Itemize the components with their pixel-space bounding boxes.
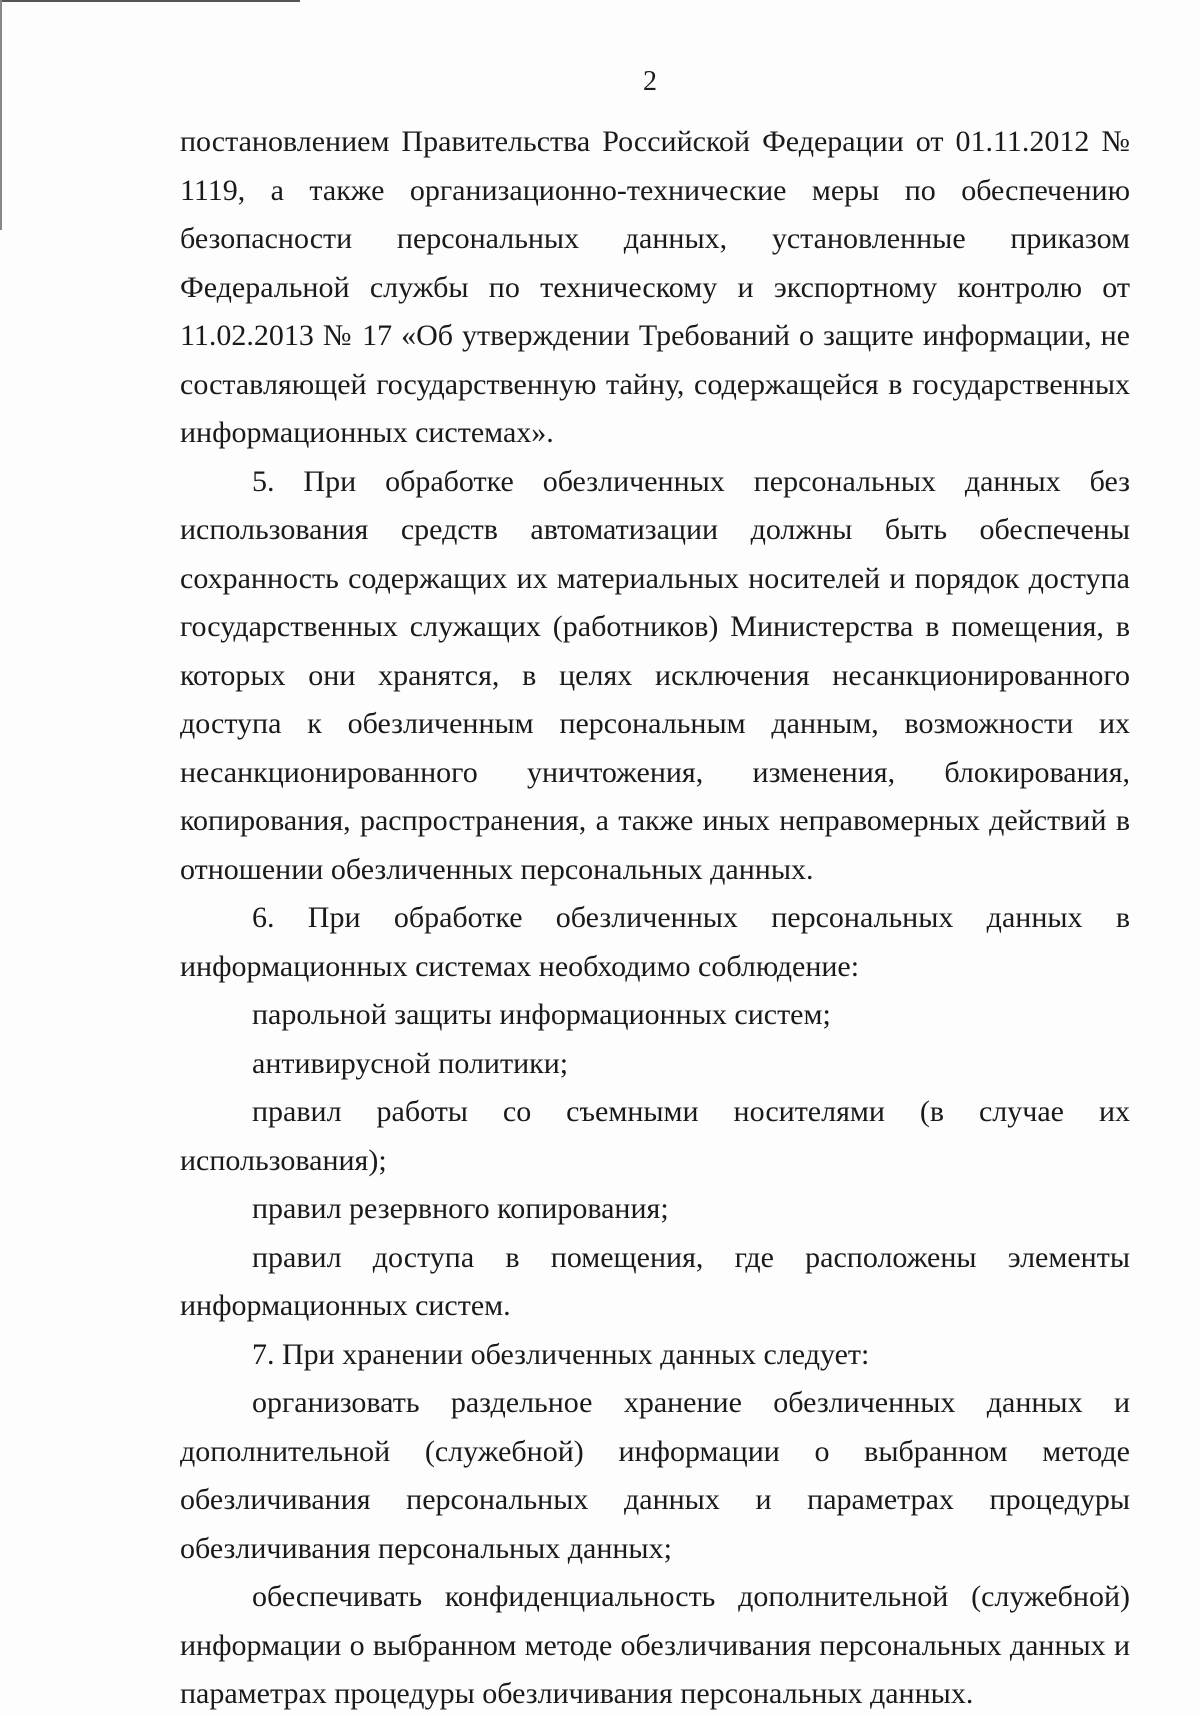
- document-body: [180, 118, 1130, 1719]
- list-item-backup: правил резервного копирования;: [252, 1192, 669, 1225]
- list-item-password-protection: парольной защиты информационных систем;: [252, 998, 831, 1031]
- list-item-removable-media: правил работы со съемными носителями (в случае их использования);: [180, 1095, 1130, 1177]
- paragraph-item-6: 6. При обработке обезличенных персональных данных в информационных системах необходимо соблюдение:: [180, 901, 1130, 983]
- list-item-antivirus-policy: антивирусной политики;: [252, 1046, 569, 1080]
- scan-edge-left: [0, 0, 2, 230]
- paragraph-continuation: постановлением Правительства Российской Федерации от 01.11.2012 № 1119, а также организационно-технические меры по обеспечению безопасности персональных данных, установленные приказом Федеральной службы по техническому и экспортному контролю от 11.02.2013 № 17 «Об утверждении Требований о защите информации, не составляющей государственную тайну, содержащейся в государственных информационных системах».: [180, 125, 1130, 449]
- paragraph-item-7: 7. При хранении обезличенных данных следует:: [252, 1337, 870, 1371]
- list-item-separate-storage: организовать раздельное хранение обезличенных данных и дополнительной (служебной) информации о выбранном методе обезличивания персональных данных и параметрах процедуры обезличивания персональных данных;: [180, 1386, 1130, 1565]
- paragraph-item-5: 5. При обработке обезличенных персональных данных без использования средств автоматизации должны быть обеспечены сохранность содержащих их материальных носителей и порядок доступа государственных служащих (работников) Министерства в помещения, в которых они хранятся, в целях исключения несанкционированного доступа к обезличенным персональным данным, возможности их несанкционированного уничтожения, изменения, блокирования, копирования, распространения, а также иных неправомерных действий в отношении обезличенных персональных данных.: [180, 464, 1130, 886]
- list-item-room-access: правил доступа в помещения, где расположены элементы информационных систем.: [180, 1240, 1130, 1322]
- scan-edge-top: [0, 0, 300, 2]
- list-item-confidentiality: обеспечивать конфиденциальность дополнительной (служебной) информации о выбранном методе обезличивания персональных данных и параметрах процедуры обезличивания персональных данных.: [180, 1580, 1130, 1710]
- page-number: 2: [643, 66, 657, 97]
